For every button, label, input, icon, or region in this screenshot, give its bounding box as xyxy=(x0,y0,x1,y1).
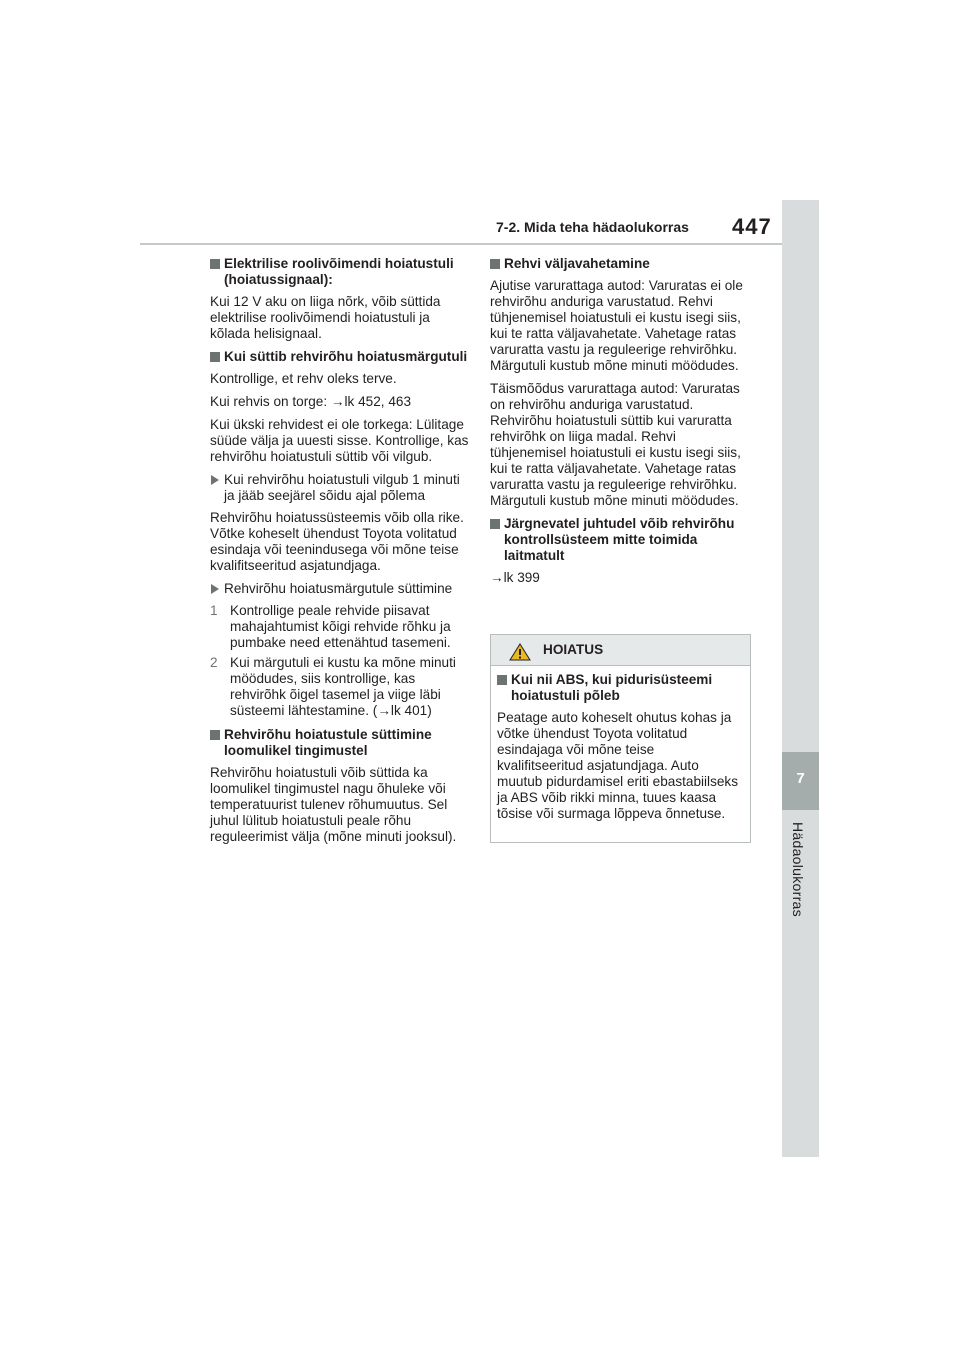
warning-title: HOIATUS xyxy=(543,642,604,657)
warning-heading xyxy=(497,672,744,704)
section-heading xyxy=(490,256,752,272)
page-reference-link[interactable]: →lk 452, 463 xyxy=(330,394,412,409)
heading-text: Kui nii ABS, kui pidurisüsteemi hoiatustuli põleb xyxy=(511,672,713,703)
section-heading xyxy=(210,256,472,288)
triangle-arrow-icon xyxy=(211,475,219,485)
step-number: 1 xyxy=(210,603,218,618)
chapter-sidebar xyxy=(782,200,819,1157)
warning-text: Peatage auto koheselt ohutus kohas ja võtke ühendust Toyota volitatud esindajaga või mõne teise kvalifitseeritud asjatundjaga. Auto muutub pidurdamisel eriti ebastabiilseks ja ABS võib rikki minna, tuues kaasa tõsise või surmaga lõppeva õnnetuse. xyxy=(497,710,739,821)
paragraph: Kui 12 V aku on liiga nõrk, võib süttida elektrilise roolivõimendi hoiatustuli ja kõlada helisignaal. xyxy=(210,294,441,341)
warning-box xyxy=(490,634,751,843)
section-heading xyxy=(210,727,472,759)
square-bullet-icon xyxy=(497,675,507,685)
arrow-item-text: Rehvirõhu hoiatusmärgutule süttimine xyxy=(224,581,453,596)
paragraph: Rehvirõhu hoiatussüsteemis võib olla rike. Võtke koheselt ühendust Toyota volitatud esindaja või teenindusega või mõne teise kvalifitseeritud asjatundjaga. xyxy=(210,510,464,573)
square-bullet-icon xyxy=(210,352,220,362)
square-bullet-icon xyxy=(490,519,500,529)
section-title: 7-2. Mida teha hädaolukorras xyxy=(496,219,689,235)
triangle-arrow-icon xyxy=(211,584,219,594)
paragraph: Kui ükski rehvidest ei ole torkega: Lülitage süüde välja ja uuesti sisse. Kontrollige, kas rehvirõhu hoiatustuli süttib või vilgub. xyxy=(210,417,469,464)
paragraph-text: Kui rehvis on torge: xyxy=(210,394,331,409)
paragraph: Täismõõdus varurattaga autod: Varuratas on rehvirõhu anduriga varustatud. Rehvirõhu hoiatustuli süttib kui varuratta rehvirõhk on liiga madal. Rehvi tühjenemisel hoiatustuli ei kustu isegi siis, kui te ratta väljavahetate. Vahetage ratas varuratta vastu ja reguleerige rehvirõhku. Märgutuli kustub mõne minuti möödudes. xyxy=(490,381,741,508)
heading-text: Järgnevatel juhtudel võib rehvirõhu kontrollsüsteem mitte toimida laitmatult xyxy=(504,516,735,563)
square-bullet-icon xyxy=(210,730,220,740)
numbered-step xyxy=(210,603,472,651)
chapter-number: 7 xyxy=(796,770,805,787)
heading-text: Elektrilise roolivõimendi hoiatustuli (hoiatussignaal): xyxy=(224,256,454,287)
section-heading xyxy=(210,349,472,365)
left-column xyxy=(210,256,472,852)
square-bullet-icon xyxy=(490,259,500,269)
paragraph: Rehvirõhu hoiatustuli võib süttida ka loomulikel tingimustel nagu õhuleke või temperatuurist tulenev rõhumuutus. Sel juhul lülitub hoiatustuli peale rõhu reguleerimist välja (mõne minuti jooksul). xyxy=(210,765,457,844)
step-text: Kui märgutuli ei kustu ka mõne minuti möödudes, siis kontrollige, kas rehvirõhk õigel tasemel ja viige läbi süsteemi lähtestamine. (→lk 401) xyxy=(230,655,456,718)
square-bullet-icon xyxy=(210,259,220,269)
warning-triangle-icon xyxy=(509,643,531,661)
warning-body xyxy=(491,666,750,822)
heading-text: Kui süttib rehvirõhu hoiatusmärgutuli xyxy=(224,349,468,364)
step-number: 2 xyxy=(210,655,218,670)
arrow-item xyxy=(210,472,472,504)
right-column xyxy=(490,256,752,593)
page-number: 447 xyxy=(732,214,772,239)
paragraph xyxy=(210,394,472,410)
section-heading xyxy=(490,516,752,564)
arrow-item-text: Kui rehvirõhu hoiatustuli vilgub 1 minuti ja jääb seejärel sõidu ajal põlema xyxy=(224,472,460,503)
heading-text: Rehvi väljavahetamine xyxy=(504,256,650,271)
chapter-title: Hädaolukorras xyxy=(790,822,806,917)
numbered-step xyxy=(210,655,472,719)
arrow-item xyxy=(210,581,472,597)
page-reference-link[interactable]: →lk 399 xyxy=(490,570,540,585)
warning-header xyxy=(491,635,750,666)
header-rule xyxy=(140,243,782,245)
paragraph: Ajutise varurattaga autod: Varuratas ei ole rehvirõhu anduriga varustatud. Rehvi tühjenemisel hoiatustuli ei kustu isegi siis, kui te ratta väljavahetate. Vahetage ratas varuratta vastu ja reguleerige rehvirõhku. Märgutuli kustub mõne minuti möödudes. xyxy=(490,278,743,373)
heading-text: Rehvirõhu hoiatustule süttimine loomulikel tingimustel xyxy=(224,727,432,758)
paragraph: Kontrollige, et rehv oleks terve. xyxy=(210,371,397,386)
step-text: Kontrollige peale rehvide piisavat mahajahtumist kõigi rehvide rõhku ja pumbake need ettenähtud tasemeni. xyxy=(230,603,451,650)
